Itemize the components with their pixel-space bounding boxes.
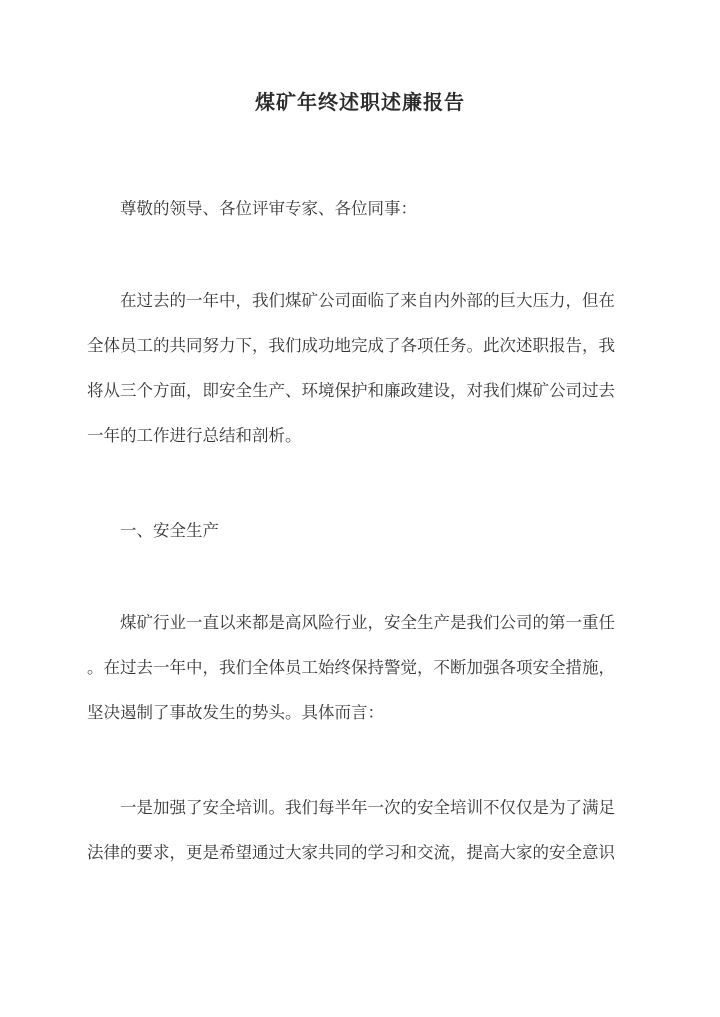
training-paragraph: [87, 785, 633, 875]
safety-line: 。在过去一年中，我们全体员工始终保持警觉，不断加强各项安全措施，: [87, 658, 615, 677]
training-line: 一是加强了安全培训。我们每半年一次的安全培训不仅仅是为了满足: [120, 798, 615, 817]
intro-line: 在过去的一年中，我们煤矿公司面临了来自内外部的巨大压力，但在: [120, 291, 615, 310]
intro-line: 一年的工作进行总结和剖析。: [87, 426, 302, 445]
salutation: 尊敬的领导、各位评审专家、各位同事：: [120, 199, 417, 218]
intro-line: 将从三个方面，即安全生产、环境保护和廉政建设，对我们煤矿公司过去: [87, 381, 615, 400]
training-line: 法律的要求，更是希望通过大家共同的学习和交流，提高大家的安全意识: [87, 843, 615, 862]
safety-paragraph: [87, 600, 633, 735]
intro-paragraph: [87, 278, 633, 458]
document-title: 煤矿年终述职述廉报告: [255, 90, 465, 114]
safety-line: 煤矿行业一直以来都是高风险行业，安全生产是我们公司的第一重任: [120, 613, 615, 632]
intro-line: 全体员工的共同努力下，我们成功地完成了各项任务。此次述职报告，我: [87, 336, 615, 355]
safety-line: 坚决遏制了事故发生的势头。具体而言：: [87, 703, 384, 722]
section-heading-safety: 一、安全生产: [120, 521, 219, 540]
